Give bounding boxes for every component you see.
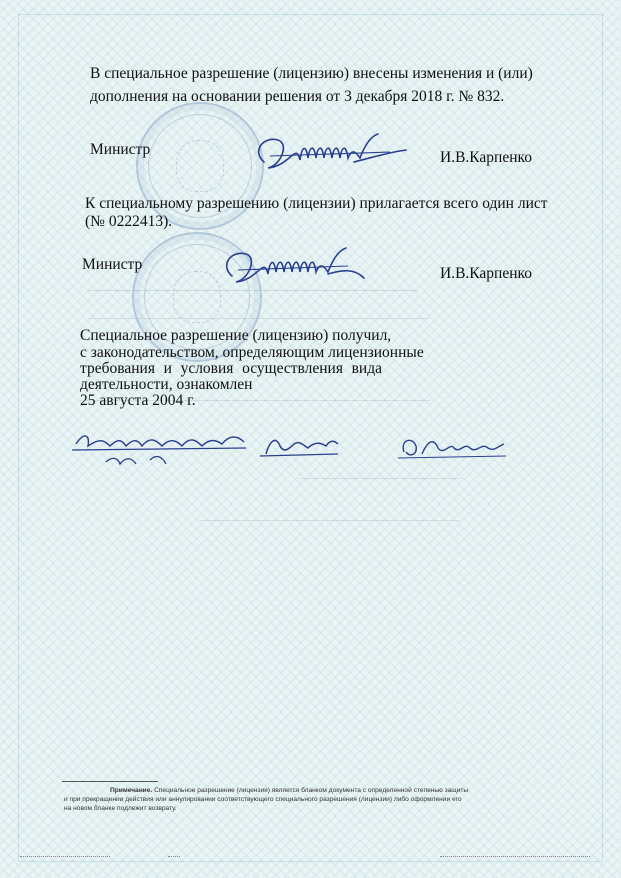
- minister-name-2: И.В.Карпенко: [440, 265, 533, 282]
- footnote-divider: [62, 781, 158, 782]
- received-date: 25 августа 2004 г.: [80, 392, 196, 409]
- amendment-line-1: В специальное разрешение (лицензию) внесены изменения и (или): [90, 65, 533, 82]
- handwritten-name-signature: [398, 430, 508, 466]
- received-line-2: с законодательством, определяющим лицензионные: [80, 344, 424, 361]
- minister-label-2: Министр: [82, 256, 143, 273]
- printer-mark-left: [20, 856, 110, 859]
- amendment-line-2: дополнения на основании решения от 3 декабря 2018 г. № 832.: [90, 88, 505, 105]
- footnote: [64, 786, 584, 813]
- footnote-text-2: и при прекращении действия или аннулировании соответствующего специального разрешения (лицензии) либо оформлении его: [64, 796, 462, 803]
- bleed-through-4: [300, 478, 460, 485]
- received-line-4: деятельности, ознакомлен: [80, 376, 253, 393]
- attachment-line-1: К специальному разрешению (лицензии) прилагается всего один лист: [85, 195, 548, 212]
- footnote-text-1: Специальное разрешение (лицензия) является бланком документа с определенной степенью защиты: [152, 787, 469, 794]
- bleed-through-5: [200, 520, 460, 527]
- attachment-line-2: (№ 0222413).: [85, 213, 173, 230]
- emblem-icon: [173, 271, 221, 323]
- minister-name-1: И.В.Карпенко: [440, 149, 533, 166]
- received-line-3: требования и условия осуществления вида: [80, 360, 382, 377]
- minister-signature-1: [250, 122, 410, 182]
- printer-mark-center: [168, 856, 180, 859]
- printer-mark-right: [440, 856, 590, 859]
- minister-label-1: Министр: [90, 141, 151, 158]
- emblem-icon: [176, 140, 224, 192]
- received-line-1: Специальное разрешение (лицензию) получил,: [80, 327, 392, 344]
- handwritten-signature: [260, 426, 340, 466]
- footnote-text-3: на новом бланке подлежит возврату.: [64, 805, 177, 812]
- handwritten-position-signature: [70, 426, 250, 472]
- minister-signature-2: [218, 238, 368, 294]
- footnote-label: Примечание.: [110, 787, 153, 794]
